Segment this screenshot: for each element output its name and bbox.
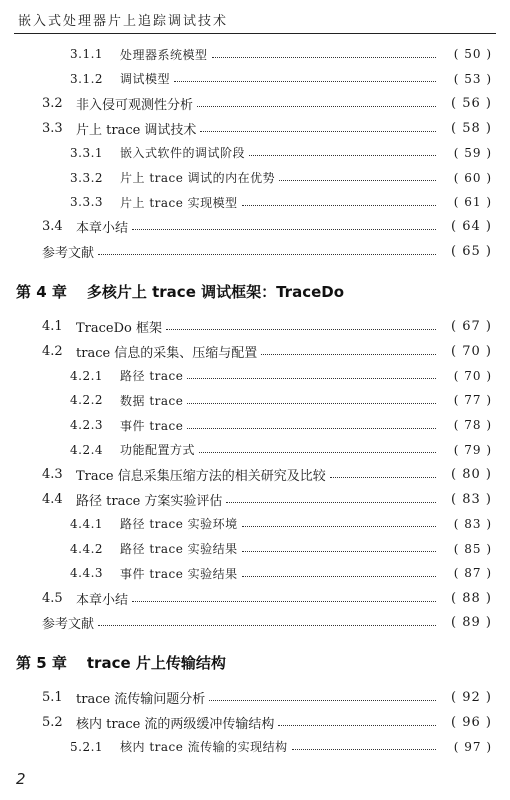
toc-entry-page: ( 77 ) bbox=[453, 393, 492, 408]
toc-subsection-entry[interactable] bbox=[0, 141, 510, 165]
dot-leader bbox=[279, 180, 436, 181]
toc-entry-title: TraceDo 框架 bbox=[76, 320, 162, 336]
dot-leader bbox=[226, 502, 436, 503]
toc-entry-number: 3.3.3 bbox=[70, 195, 104, 210]
dot-leader bbox=[292, 749, 436, 750]
toc-entry-title: 事件 trace 实验结果 bbox=[120, 566, 238, 581]
toc-entry-page: ( 87 ) bbox=[453, 566, 492, 581]
toc-entry-page: ( 61 ) bbox=[453, 195, 492, 210]
chapter-heading[interactable] bbox=[16, 277, 344, 305]
toc-subsection-entry[interactable] bbox=[0, 67, 510, 91]
dot-leader bbox=[197, 106, 436, 107]
toc-entry-title: 数据 trace bbox=[120, 393, 184, 408]
toc-entry-page: ( 83 ) bbox=[451, 491, 492, 507]
dot-leader bbox=[187, 378, 436, 379]
dot-leader bbox=[249, 155, 436, 156]
toc-entry-title: 功能配置方式 bbox=[120, 443, 196, 458]
toc-entry-title: trace 流传输问题分析 bbox=[76, 691, 206, 707]
toc-entry-title: 参考文献 bbox=[42, 246, 95, 262]
page-number: 2 bbox=[16, 770, 26, 788]
toc-section-entry[interactable] bbox=[0, 487, 510, 511]
toc-section-entry[interactable] bbox=[0, 215, 510, 239]
toc-entry-number: 3.3.1 bbox=[70, 145, 104, 160]
toc-entry-page: ( 80 ) bbox=[451, 467, 492, 482]
toc-subsection-entry[interactable] bbox=[0, 537, 510, 561]
toc-subsection-entry[interactable] bbox=[0, 512, 510, 536]
toc-entry-number: 4.3 bbox=[42, 467, 63, 482]
toc-subsection-entry[interactable] bbox=[0, 438, 510, 462]
dot-leader bbox=[212, 57, 436, 58]
chapter-number: 第 4 章 bbox=[16, 282, 67, 301]
toc-entry-number: 4.4 bbox=[42, 491, 63, 507]
toc-entry-number: 3.1.2 bbox=[70, 71, 104, 86]
toc-entry-title: 本章小结 bbox=[76, 592, 129, 608]
toc-entry-title: 调试模型 bbox=[120, 72, 171, 87]
toc-entry-title: 路径 trace bbox=[120, 369, 184, 384]
toc-entry-page: ( 83 ) bbox=[453, 516, 492, 531]
toc-entry-page: ( 96 ) bbox=[451, 714, 492, 730]
toc-subsection-entry[interactable] bbox=[0, 735, 510, 759]
toc-subsection-entry[interactable] bbox=[0, 413, 510, 437]
toc-section-entry[interactable] bbox=[0, 586, 510, 610]
toc-entry-number: 3.3 bbox=[42, 120, 63, 136]
dot-leader bbox=[242, 551, 436, 552]
toc-section-entry[interactable] bbox=[0, 91, 510, 115]
toc-entry-title: 参考文献 bbox=[42, 617, 95, 633]
toc-entry-number: 3.4 bbox=[42, 219, 63, 235]
toc-entry-page: ( 60 ) bbox=[453, 170, 492, 185]
dot-leader bbox=[98, 254, 436, 255]
toc-entry-number: 4.4.3 bbox=[70, 566, 104, 581]
dot-leader bbox=[187, 403, 436, 404]
toc-entry-title: 非入侵可观测性分析 bbox=[76, 97, 194, 113]
dot-leader bbox=[330, 477, 436, 478]
toc-entry-title: 路径 trace 方案实验评估 bbox=[76, 493, 223, 509]
toc-section-entry[interactable] bbox=[0, 314, 510, 338]
toc-entry-number: 4.5 bbox=[42, 590, 63, 606]
dot-leader bbox=[132, 229, 436, 230]
toc-section-entry[interactable] bbox=[0, 463, 510, 487]
toc-entry-page: ( 88 ) bbox=[451, 590, 492, 606]
dot-leader bbox=[187, 428, 436, 429]
toc-entry-page: ( 67 ) bbox=[451, 318, 492, 334]
toc-subsection-entry[interactable] bbox=[0, 190, 510, 214]
toc-entry-number: 4.2.2 bbox=[70, 393, 104, 408]
toc-entry-page: ( 97 ) bbox=[453, 739, 492, 754]
toc-entry-page: ( 50 ) bbox=[453, 47, 492, 61]
dot-leader bbox=[278, 725, 436, 726]
toc-entry-number: 5.2 bbox=[42, 714, 63, 730]
dot-leader bbox=[209, 700, 436, 701]
dot-leader bbox=[199, 452, 436, 453]
toc-entry-page: ( 70 ) bbox=[453, 368, 492, 383]
dot-leader bbox=[174, 81, 436, 82]
toc-entry-title: 路径 trace 实验环境 bbox=[120, 517, 238, 532]
running-header: 嵌入式处理器片上追踪调试技术 bbox=[18, 14, 229, 29]
toc-section-entry[interactable] bbox=[0, 339, 510, 363]
toc-entry-title: 核内 trace 流的两级缓冲传输结构 bbox=[76, 716, 275, 732]
toc-references-entry[interactable] bbox=[0, 240, 510, 264]
chapter-title: trace 片上传输结构 bbox=[86, 653, 226, 672]
toc-entry-title: 路径 trace 实验结果 bbox=[120, 542, 238, 557]
toc-entry-title: 嵌入式软件的调试阶段 bbox=[120, 146, 246, 161]
toc-entry-title: trace 信息的采集、压缩与配置 bbox=[76, 345, 258, 361]
toc-subsection-entry[interactable] bbox=[0, 561, 510, 585]
toc-entry-page: ( 56 ) bbox=[451, 95, 492, 111]
toc-subsection-entry[interactable] bbox=[0, 166, 510, 190]
toc-entry-number: 3.1.1 bbox=[70, 47, 104, 61]
toc-entry-page: ( 78 ) bbox=[453, 418, 492, 433]
toc-entry-page: ( 58 ) bbox=[451, 120, 492, 136]
toc-entry-page: ( 70 ) bbox=[451, 343, 492, 359]
toc-entry-number: 4.4.1 bbox=[70, 516, 104, 531]
toc-entry-page: ( 59 ) bbox=[453, 145, 492, 160]
toc-entry-number: 5.1 bbox=[42, 689, 63, 705]
dot-leader bbox=[242, 526, 436, 527]
toc-entry-title: 本章小结 bbox=[76, 221, 129, 237]
toc-entry-page: ( 85 ) bbox=[453, 541, 492, 556]
toc-entry-page: ( 64 ) bbox=[451, 219, 492, 235]
dot-leader bbox=[98, 625, 436, 626]
toc-section-entry[interactable] bbox=[0, 710, 510, 734]
header-rule bbox=[14, 33, 496, 34]
toc-entry-number: 5.2.1 bbox=[70, 739, 104, 754]
toc-entry-title: 事件 trace bbox=[120, 418, 184, 433]
chapter-heading[interactable] bbox=[16, 648, 226, 676]
toc-entry-number: 4.1 bbox=[42, 318, 63, 334]
toc-section-entry[interactable] bbox=[0, 685, 510, 709]
toc-entry-number: 4.2.4 bbox=[70, 442, 104, 457]
toc-entry-title: 片上 trace 实现模型 bbox=[120, 195, 238, 210]
toc-entry-number: 3.3.2 bbox=[70, 170, 104, 185]
toc-entry-number: 4.2.1 bbox=[70, 368, 104, 383]
toc-subsection-entry[interactable] bbox=[0, 388, 510, 412]
toc-entry-page: ( 53 ) bbox=[453, 71, 492, 86]
dot-leader bbox=[242, 576, 436, 577]
toc-section-entry[interactable] bbox=[0, 116, 510, 140]
toc-entry-page: ( 79 ) bbox=[453, 442, 492, 457]
chapter-title: 多核片上 trace 调试框架：TraceDo bbox=[86, 282, 345, 301]
dot-leader bbox=[261, 354, 436, 355]
dot-leader bbox=[200, 131, 436, 132]
toc-references-entry[interactable] bbox=[0, 611, 510, 635]
toc-entry-page: ( 65 ) bbox=[451, 244, 492, 260]
dot-leader bbox=[132, 601, 436, 602]
toc-entry-number: 4.4.2 bbox=[70, 541, 104, 556]
toc-entry-number: 4.2 bbox=[42, 343, 63, 359]
toc-entry-title: 处理器系统模型 bbox=[120, 47, 208, 62]
toc-entry-title: 片上 trace 调试的内在优势 bbox=[120, 171, 276, 185]
dot-leader bbox=[166, 329, 436, 330]
toc-entry-page: ( 89 ) bbox=[451, 615, 492, 631]
toc-entry-title: 核内 trace 流传输的实现结构 bbox=[120, 740, 288, 755]
toc-subsection-entry[interactable] bbox=[0, 42, 510, 66]
toc-entry-title: Trace 信息采集压缩方法的相关研究及比较 bbox=[76, 469, 326, 484]
toc-subsection-entry[interactable] bbox=[0, 364, 510, 388]
dot-leader bbox=[242, 205, 436, 206]
chapter-number: 第 5 章 bbox=[16, 653, 67, 672]
toc-entry-number: 3.2 bbox=[42, 95, 63, 111]
toc-entry-title: 片上 trace 调试技术 bbox=[76, 122, 197, 138]
toc-entry-number: 4.2.3 bbox=[70, 418, 104, 433]
toc-entry-page: ( 92 ) bbox=[451, 689, 492, 705]
